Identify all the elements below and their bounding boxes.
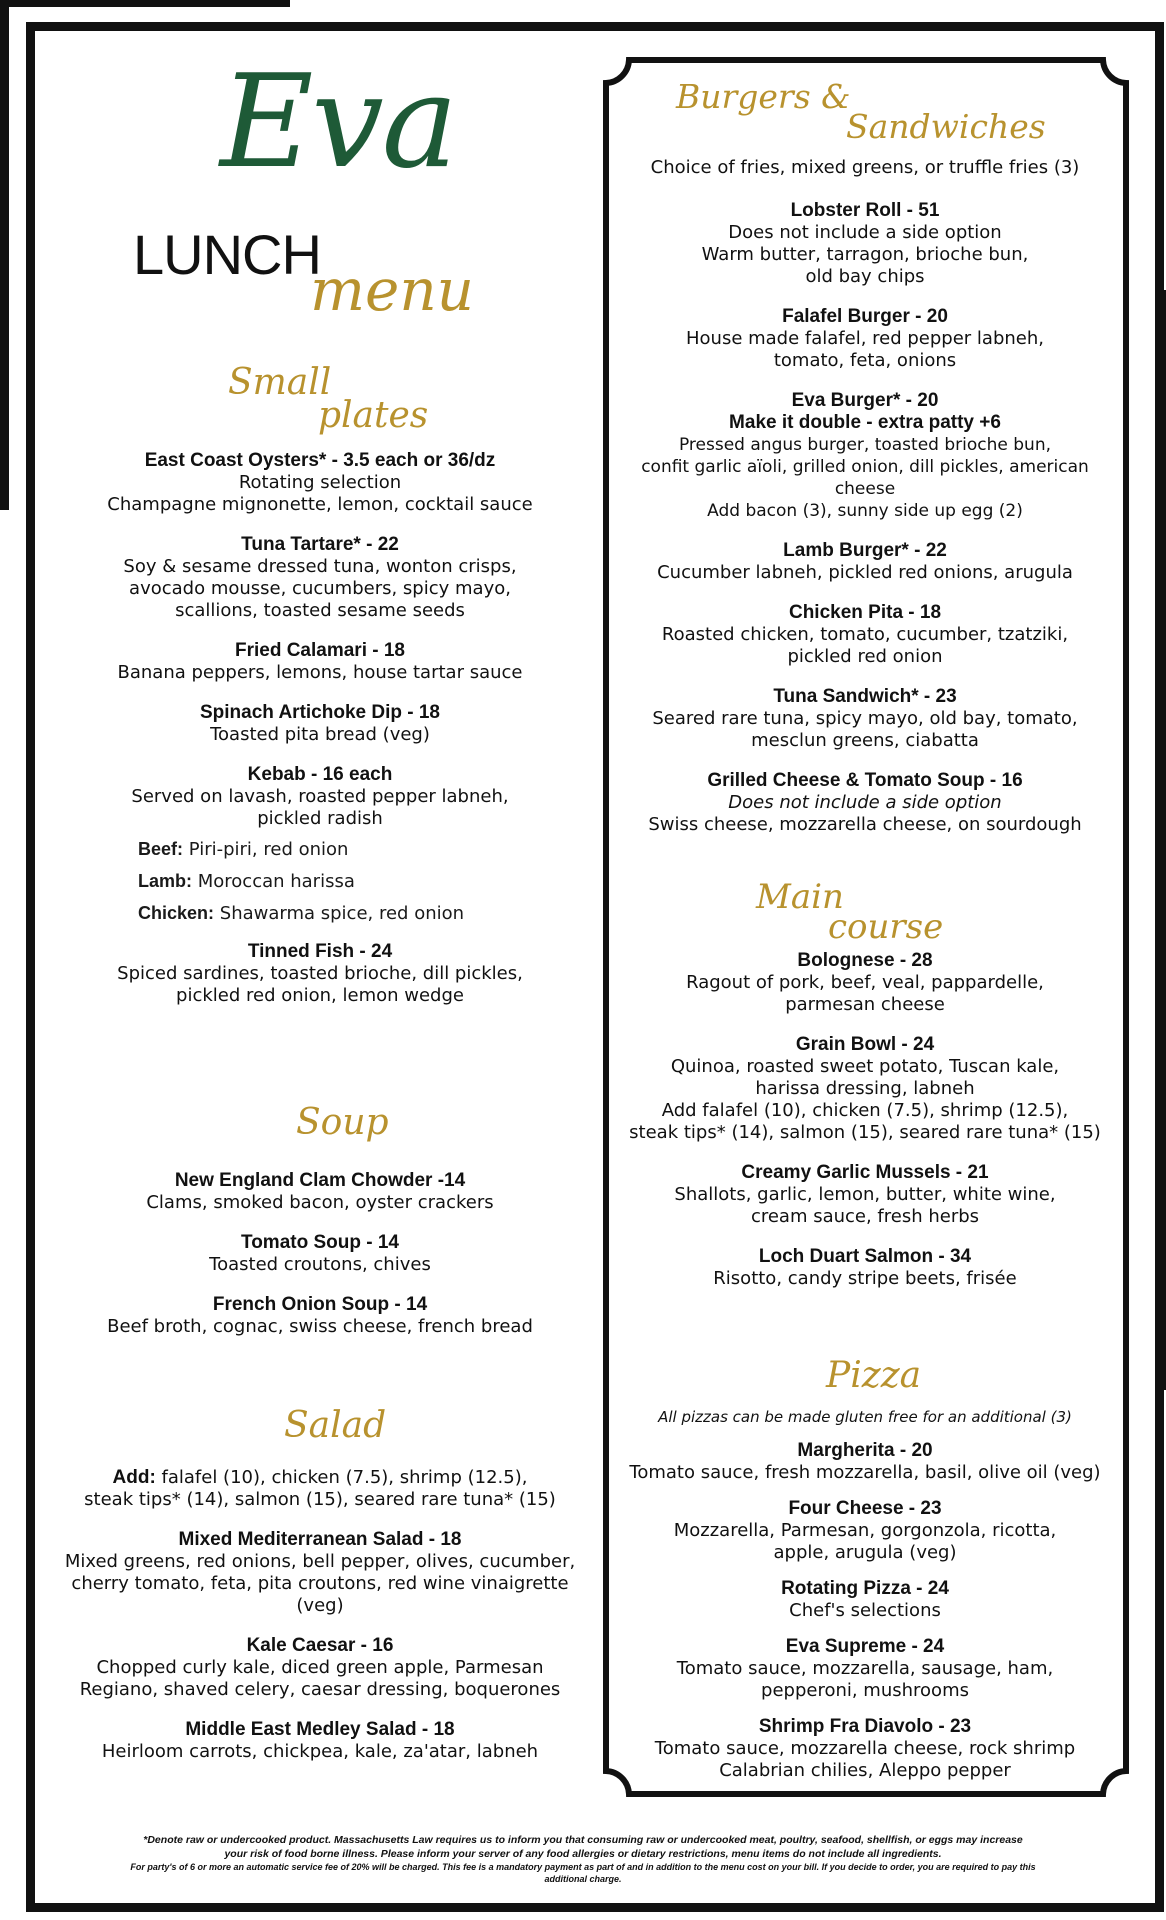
item-desc: cream sauce, fresh herbs <box>750 1206 980 1227</box>
item-desc: Toasted pita bread (veg) <box>210 724 430 745</box>
menu-item <box>50 1719 590 1763</box>
item-desc: Add bacon (3), sunny side up egg (2) <box>707 501 1023 521</box>
item-desc: Pressed angus burger, toasted brioche bun, <box>678 435 1051 455</box>
salad-add-ons <box>50 1467 590 1511</box>
footer-line: additional charge. <box>544 1874 622 1884</box>
item-desc: Tomato sauce, mozzarella cheese, rock shrimp <box>654 1738 1076 1759</box>
item-name: Kebab - 16 each <box>247 764 393 785</box>
item-desc: scallions, toasted sesame seeds <box>175 600 465 621</box>
item-name: New England Clam Chowder -14 <box>174 1170 466 1191</box>
item-desc: Seared rare tuna, spicy mayo, old bay, tomato, <box>652 708 1078 729</box>
item-desc: avocado mousse, cucumbers, spicy mayo, <box>129 578 511 599</box>
footer-line: For party's of 6 or more an automatic service fee of 20% will be charged. This fee is a mandatory payment as part of and in addition to the menu cost on your bill. If you decide to order, you are required to pay this <box>130 1862 1036 1872</box>
item-desc: pickled red onion <box>787 646 943 667</box>
menu-item <box>60 534 580 622</box>
item-desc: Chopped curly kale, diced green apple, Parmesan <box>96 1657 544 1678</box>
item-name: Grilled Cheese & Tomato Soup - 16 <box>707 770 1023 791</box>
soup-list <box>60 1170 580 1356</box>
item-desc: pepperoni, mushrooms <box>761 1680 969 1701</box>
footer-line: your risk of food borne illness. Please inform your server of any food allergies or dietary restrictions, menu items do not include all ingredients. <box>224 1848 942 1860</box>
menu-item <box>60 1294 580 1338</box>
menu-item <box>615 686 1115 752</box>
item-desc: parmesan cheese <box>785 994 945 1015</box>
item-desc: pickled red onion, lemon wedge <box>176 985 464 1006</box>
item-name: Bolognese - 28 <box>797 950 933 971</box>
item-name: Lamb Burger* - 22 <box>783 540 947 561</box>
item-name: East Coast Oysters* - 3.5 each or 36/dz <box>144 450 496 471</box>
item-desc: old bay chips <box>805 266 925 287</box>
salad-list <box>50 1467 590 1781</box>
item-desc: Risotto, candy stripe beets, frisée <box>713 1268 1017 1289</box>
item-desc: Mixed greens, red onions, bell pepper, olives, cucumber, <box>64 1551 576 1572</box>
menu-item <box>60 1170 580 1214</box>
item-name: Mixed Mediterranean Salad - 18 <box>178 1529 462 1550</box>
soup-title: Soup <box>296 1102 389 1143</box>
lunch-heading: LUNCH <box>133 223 321 286</box>
item-note: Does not include a side option <box>728 792 1002 813</box>
item-desc: Cucumber labneh, pickled red onions, arugula <box>657 562 1073 583</box>
item-name: Shrimp Fra Diavolo - 23 <box>758 1716 972 1737</box>
kebab-options <box>138 838 580 925</box>
item-desc: mesclun greens, ciabatta <box>751 730 979 751</box>
menu-item <box>615 602 1115 668</box>
item-desc: Roasted chicken, tomato, cucumber, tzatziki, <box>661 624 1069 645</box>
main-course-list <box>615 950 1115 1308</box>
menu-item <box>60 1232 580 1276</box>
menu-item <box>615 950 1115 1016</box>
item-name: Margherita - 20 <box>797 1440 933 1461</box>
burgers-subtitle: Choice of fries, mixed greens, or truffle fries (3) <box>650 157 1080 178</box>
frame-left-line <box>0 0 9 510</box>
item-desc: apple, arugula (veg) <box>773 1542 957 1563</box>
menu-item <box>615 1716 1115 1782</box>
kebab-option: Chicken: Shawarma spice, red onion <box>138 903 465 924</box>
add-text: steak tips* (14), salmon (15), seared rare tuna* (15) <box>84 1489 556 1510</box>
item-desc: House made falafel, red pepper labneh, <box>685 328 1044 349</box>
kebab-option: Beef: Piri-piri, red onion <box>138 839 349 860</box>
item-name: Creamy Garlic Mussels - 21 <box>741 1162 989 1183</box>
item-desc: Quinoa, roasted sweet potato, Tuscan kale, <box>670 1056 1060 1077</box>
item-name: Tuna Sandwich* - 23 <box>773 686 957 707</box>
menu-item <box>50 1635 590 1701</box>
small-plates-list <box>60 450 580 1025</box>
item-desc: pickled radish <box>257 808 383 829</box>
menu-item <box>615 540 1115 584</box>
main-course-title-2: course <box>828 907 944 947</box>
item-desc: Banana peppers, lemons, house tartar sauce <box>117 662 523 683</box>
item-name: Tomato Soup - 14 <box>241 1232 399 1253</box>
item-name: Tuna Tartare* - 22 <box>241 534 399 555</box>
item-desc: Warm butter, tarragon, brioche bun, <box>701 244 1029 265</box>
pizza-list <box>615 1440 1115 1800</box>
menu-item <box>615 306 1115 372</box>
menu-item <box>615 1498 1115 1564</box>
burgers-title-1: Burgers & <box>676 77 851 116</box>
salad-title: Salad <box>284 1405 387 1446</box>
item-desc: steak tips* (14), salmon (15), seared rare tuna* (15) <box>629 1122 1101 1143</box>
menu-item <box>60 450 580 516</box>
item-name: Grain Bowl - 24 <box>795 1034 935 1055</box>
menu-item <box>615 1034 1115 1144</box>
item-name: Rotating Pizza - 24 <box>781 1578 949 1599</box>
item-desc: Mozzarella, Parmesan, gorgonzola, ricotta, <box>673 1520 1057 1541</box>
item-desc: tomato, feta, onions <box>773 350 957 371</box>
brand-logo: Eva <box>220 48 457 197</box>
item-desc: Chef's selections <box>789 1600 941 1621</box>
menu-item <box>615 1162 1115 1228</box>
item-desc: Calabrian chilies, Aleppo pepper <box>719 1760 1011 1781</box>
item-desc: Soy & sesame dressed tuna, wonton crisps, <box>123 556 517 577</box>
item-name: Middle East Medley Salad - 18 <box>185 1719 455 1740</box>
item-name: Fried Calamari - 18 <box>234 640 406 661</box>
main-course-title-1: Main <box>756 877 844 917</box>
menu-item <box>615 200 1115 288</box>
menu-item <box>60 640 580 684</box>
menu-item <box>60 764 580 830</box>
item-desc: Tomato sauce, fresh mozzarella, basil, olive oil (veg) <box>629 1462 1101 1483</box>
item-desc: Tomato sauce, mozzarella, sausage, ham, <box>676 1658 1054 1679</box>
item-name: Eva Supreme - 24 <box>785 1636 945 1657</box>
pizza-note: All pizzas can be made gluten free for an additional (3) <box>658 1408 1072 1426</box>
menu-item <box>60 941 580 1007</box>
menu-item <box>615 1636 1115 1702</box>
item-desc: Champagne mignonette, lemon, cocktail sauce <box>107 494 533 515</box>
menu-item <box>615 770 1115 836</box>
menu-item <box>60 702 580 746</box>
frame-top-line <box>0 0 290 7</box>
item-desc: Shallots, garlic, lemon, butter, white wine, <box>674 1184 1056 1205</box>
item-desc: Served on lavash, roasted pepper labneh, <box>131 786 509 807</box>
item-name: Lobster Roll - 51 <box>790 200 940 221</box>
item-name: Kale Caesar - 16 <box>246 1635 394 1656</box>
kebab-option: Lamb: Moroccan harissa <box>138 871 355 892</box>
item-name: Eva Burger* - 20 <box>791 390 939 411</box>
item-desc: Swiss cheese, mozzarella cheese, on sourdough <box>648 814 1082 835</box>
menu-item <box>615 1578 1115 1622</box>
item-desc: Ragout of pork, beef, veal, pappardelle, <box>686 972 1044 993</box>
item-name: Spinach Artichoke Dip - 18 <box>199 702 440 723</box>
item-name-extra: Make it double - extra patty +6 <box>729 412 1001 433</box>
item-name: Tinned Fish - 24 <box>247 941 393 962</box>
item-desc: Add falafel (10), chicken (7.5), shrimp (12.5), <box>661 1100 1069 1121</box>
item-name: French Onion Soup - 14 <box>212 1294 428 1315</box>
item-desc: harissa dressing, labneh <box>755 1078 975 1099</box>
item-name: Four Cheese - 23 <box>788 1498 942 1519</box>
item-desc: Does not include a side option <box>728 222 1002 243</box>
item-desc: confit garlic aïoli, grilled onion, dill pickles, american <box>641 457 1089 477</box>
item-desc: cherry tomato, feta, pita croutons, red wine vinaigrette (veg) <box>71 1573 569 1616</box>
item-name: Falafel Burger - 20 <box>782 306 948 327</box>
small-plates-title-1: Small <box>228 362 332 403</box>
add-label: Add: <box>112 1467 156 1488</box>
item-desc: Clams, smoked bacon, oyster crackers <box>146 1192 494 1213</box>
burgers-list <box>615 200 1115 854</box>
item-desc: cheese <box>834 479 896 499</box>
item-desc: Beef broth, cognac, swiss cheese, french bread <box>107 1316 533 1337</box>
burgers-title-2: Sandwiches <box>846 107 1046 146</box>
item-desc: Regiano, shaved celery, caesar dressing, boquerones <box>79 1679 561 1700</box>
menu-item <box>50 1529 590 1617</box>
pizza-title: Pizza <box>826 1355 922 1396</box>
item-desc: Heirloom carrots, chickpea, kale, za'atar, labneh <box>101 1741 539 1762</box>
menu-item <box>615 1246 1115 1290</box>
footer-line: *Denote raw or undercooked product. Massachusetts Law requires us to inform you that consuming raw or undercooked meat, poultry, seafood, shellfish, or eggs may increase <box>143 1834 1023 1846</box>
item-desc: Spiced sardines, toasted brioche, dill pickles, <box>117 963 523 984</box>
menu-heading: menu <box>310 256 475 324</box>
small-plates-title-2: plates <box>318 395 429 436</box>
footer-disclaimer <box>60 1833 1106 1885</box>
menu-item <box>615 390 1115 522</box>
item-desc: Rotating selection <box>238 472 402 493</box>
item-desc: Toasted croutons, chives <box>209 1254 431 1275</box>
add-text: falafel (10), chicken (7.5), shrimp (12.5), <box>161 1467 528 1488</box>
item-name: Chicken Pita - 18 <box>788 602 942 623</box>
item-name: Loch Duart Salmon - 34 <box>758 1246 972 1267</box>
menu-item <box>615 1440 1115 1484</box>
